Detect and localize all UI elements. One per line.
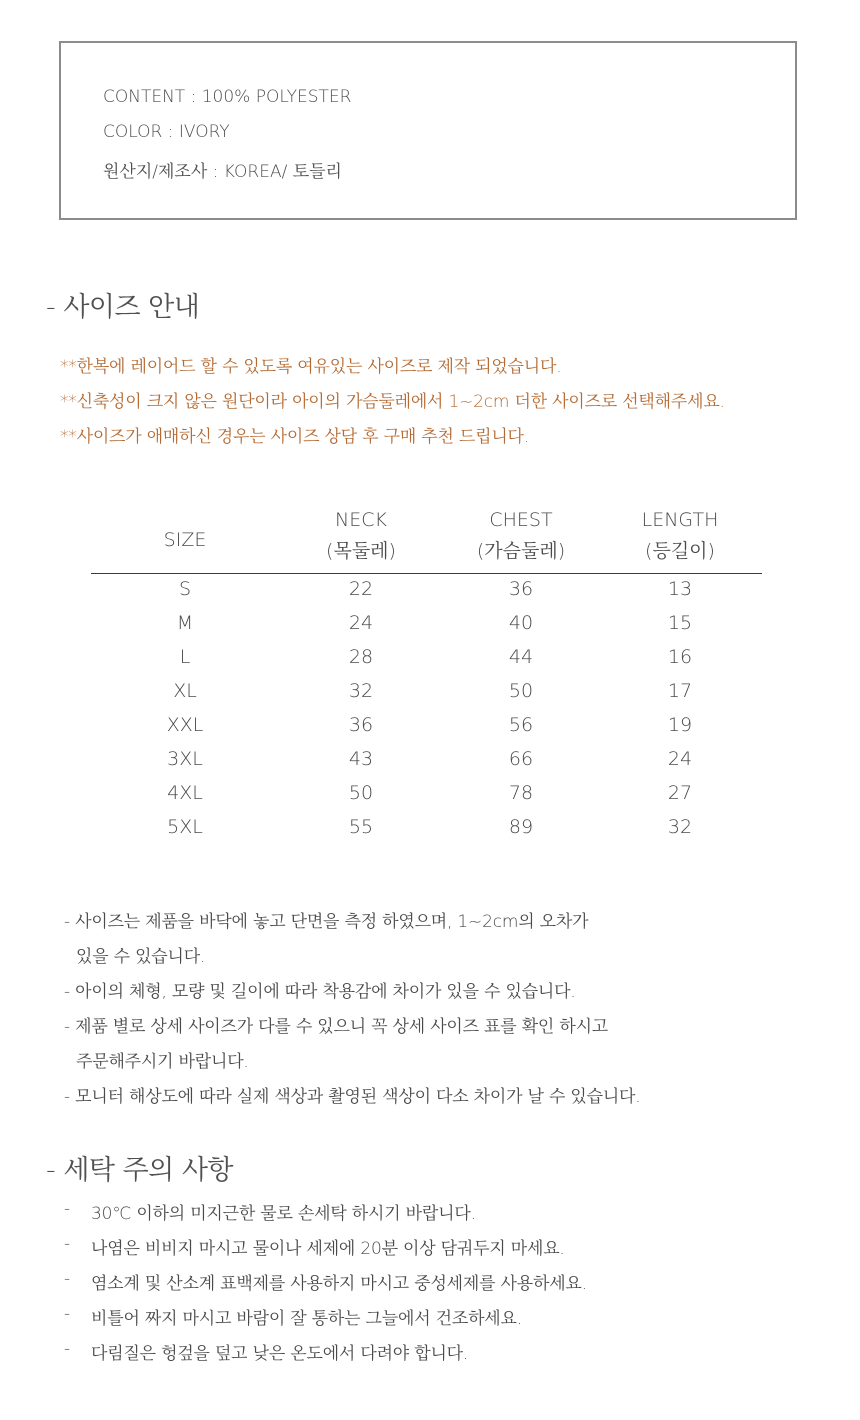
header-label: CHEST <box>489 509 553 531</box>
content-info: CONTENT : 100% POLYESTER <box>103 87 352 107</box>
length-cell: 27 <box>667 782 693 804</box>
length-cell: 16 <box>667 646 693 668</box>
chest-cell: 44 <box>508 646 534 668</box>
product-info-box <box>59 41 797 220</box>
size-cell: XL <box>173 680 197 702</box>
care-bullet: - <box>64 1234 71 1254</box>
length-cell: 19 <box>667 714 693 736</box>
care-title: - 세탁 주의 사항 <box>46 1155 233 1186</box>
size-cell: M <box>176 612 194 634</box>
header-label: SIZE <box>163 529 207 551</box>
length-cell: 24 <box>667 748 693 770</box>
care-item: 나염은 비비지 마시고 물이나 세제에 20분 이상 담궈두지 마세요. <box>91 1239 565 1259</box>
care-item: 염소계 및 산소계 표백제를 사용하지 마시고 중성세제를 사용하세요. <box>91 1274 587 1294</box>
size-note: **신축성이 크지 않은 원단이라 아이의 가슴둘레에서 1~2cm 더한 사이즈로 선택해주세요. <box>60 392 725 412</box>
chest-cell: 40 <box>508 612 534 634</box>
neck-cell: 43 <box>348 748 374 770</box>
table-header-divider <box>91 573 762 574</box>
size-note: **사이즈가 애매하신 경우는 사이즈 상담 후 구매 추천 드립니다. <box>60 427 529 447</box>
size-cell: L <box>179 646 191 668</box>
care-item: 30℃ 이하의 미지근한 물로 손세탁 하시기 바랍니다. <box>91 1204 476 1224</box>
header-sublabel: (목둘레) <box>326 540 396 562</box>
header-chest <box>477 505 565 567</box>
size-guide-title: - 사이즈 안내 <box>46 292 200 323</box>
care-item: 다림질은 헝겊을 덮고 낮은 온도에서 다려야 합니다. <box>91 1344 469 1364</box>
header-sublabel: (가슴둘레) <box>476 540 566 562</box>
size-cell: 5XL <box>167 816 203 838</box>
header-label: NECK <box>335 509 387 531</box>
length-cell: 17 <box>667 680 693 702</box>
care-item: 비틀어 짜지 마시고 바람이 잘 통하는 그늘에서 건조하세요. <box>91 1309 522 1329</box>
care-bullet: - <box>64 1339 71 1359</box>
color-info: COLOR : IVORY <box>103 122 230 142</box>
header-size <box>164 525 207 556</box>
care-bullet: - <box>64 1269 71 1289</box>
length-cell: 15 <box>667 612 693 634</box>
length-cell: 13 <box>667 578 693 600</box>
remark-line: - 아이의 체형, 모량 및 길이에 따라 착용감에 차이가 있을 수 있습니다. <box>64 982 576 1002</box>
neck-cell: 50 <box>348 782 374 804</box>
care-bullet: - <box>64 1304 71 1324</box>
chest-cell: 36 <box>508 578 534 600</box>
size-cell: 4XL <box>167 782 203 804</box>
neck-cell: 28 <box>348 646 374 668</box>
remark-line: 주문해주시기 바랍니다. <box>76 1052 249 1072</box>
length-cell: 32 <box>667 816 693 838</box>
size-cell: 3XL <box>167 748 203 770</box>
neck-cell: 36 <box>348 714 374 736</box>
header-length <box>642 505 719 567</box>
remark-line: - 제품 별로 상세 사이즈가 다를 수 있으니 꼭 상세 사이즈 표를 확인 하시고 <box>64 1017 609 1037</box>
origin-info: 원산지/제조사 : KOREA/ 토들리 <box>103 162 342 182</box>
remark-line: 있을 수 있습니다. <box>76 947 206 967</box>
remark-line: - 모니터 해상도에 따라 실제 색상과 촬영된 색상이 다소 차이가 날 수 있습니다. <box>64 1087 641 1107</box>
size-cell: XXL <box>166 714 204 736</box>
chest-cell: 50 <box>508 680 534 702</box>
header-neck <box>326 505 396 567</box>
neck-cell: 22 <box>348 578 374 600</box>
care-bullet: - <box>64 1199 71 1219</box>
chest-cell: 56 <box>508 714 534 736</box>
neck-cell: 55 <box>348 816 374 838</box>
header-label: LENGTH <box>641 509 719 531</box>
chest-cell: 78 <box>508 782 534 804</box>
remark-line: - 사이즈는 제품을 바닥에 놓고 단면을 측정 하였으며, 1~2cm의 오차가 <box>64 912 589 932</box>
size-note: **한복에 레이어드 할 수 있도록 여유있는 사이즈로 제작 되었습니다. <box>60 357 562 377</box>
chest-cell: 89 <box>508 816 534 838</box>
chest-cell: 66 <box>508 748 534 770</box>
header-sublabel: (등길이) <box>645 540 715 562</box>
neck-cell: 24 <box>348 612 374 634</box>
neck-cell: 32 <box>348 680 374 702</box>
size-cell: S <box>178 578 192 600</box>
